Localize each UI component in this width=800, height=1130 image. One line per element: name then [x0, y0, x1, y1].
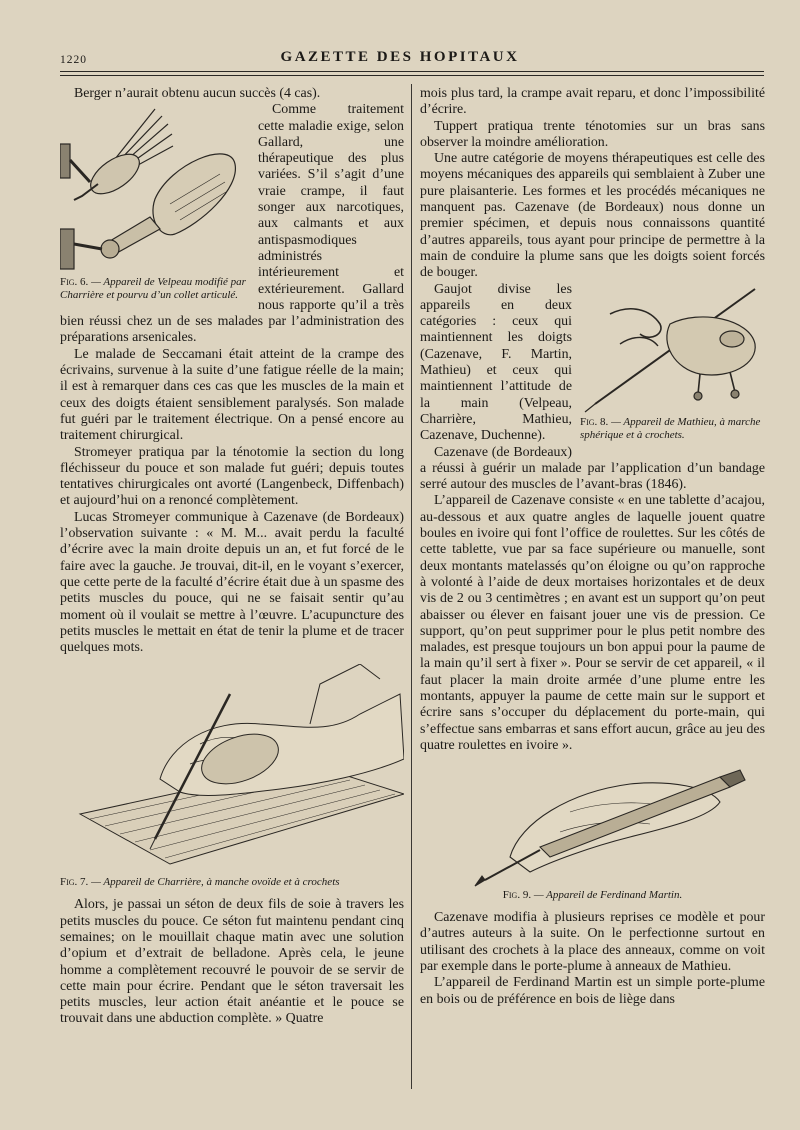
- figure-number: Fig. 6.: [60, 276, 89, 289]
- figure-caption: — Appareil de Velpeau modifié par Charrière et pourvu d’un collet articulé.: [60, 276, 246, 302]
- paragraph: Une autre catégorie de moyens thérapeutiques est celle des moyens mécaniques des appareils qui semblaient à Zuber une pure plaisanterie. Les formes et les procédés mécaniques ne manquent pas. Cazenave (de Bordeaux) nous donne un premier spécimen, et depuis nous connaissons quantité d’autres appareils, tous ayant pour principe de permettre à la main de conduire la plume sans que les doigts soient forcés de bouger.: [420, 151, 765, 281]
- figure-7: [60, 664, 404, 889]
- ferdinand-martin-apparatus-illustration: [420, 762, 765, 887]
- mathieu-apparatus-illustration: [580, 284, 765, 414]
- paragraph: Alors, je passai un séton de deux fils de soie à travers les petits muscles du pouce. Ce séton fut maintenu pendant cinq semaines; on le mouillait chaque matin avec une solution d’opium et d’extrait de belladone. Après cela, le jeune homme a complètement recouvré le pouvoir de se servir de cette main pour écrire. Pendant que le séton traversait les petits muscles, leur action était anéantie et le pouce se trouvait dans une abduction complète. » Quatre: [60, 897, 404, 1027]
- paragraph: Gaujot divise les appareils en deux catégories : ceux qui maintiennent les doigts (Cazenave, F. Martin, Mathieu) et ceux qui maintiennent l’attitude de la main (Velpeau, Charrière, Mathieu, Cazenave, Duchenne).: [420, 281, 572, 444]
- figure-caption: — Appareil de Ferdinand Martin.: [531, 889, 683, 902]
- paragraph: Stromeyer pratiqua par la ténotomie la section du long fléchisseur du pouce et son malade fut guéri; depuis toutes tentatives chirurgicales ont avorté (Langenbeck, Diffenbach) et aujourd’hui on a renoncé complètement.: [60, 444, 404, 509]
- figure-number: Fig. 8.: [580, 415, 609, 428]
- paragraph: Le malade de Seccamani était atteint de la crampe des écrivains, survenue à la suite d’une fatigue réelle de la main; il est à remarquer dans ces cas que les muscles de la main et ceux des doigts étaient sensiblement paralysés. Son malade fut guéri par le traitement électrique. On a pensé encore au traitement chirurgical.: [60, 346, 404, 444]
- paragraph: mois plus tard, la crampe avait reparu, et donc l’impossibilité d’écrire.: [420, 86, 765, 118]
- paragraph: Berger n’aurait obtenu aucun succès (4 cas).: [74, 86, 321, 101]
- right-column: [420, 86, 765, 1008]
- paragraph: Cazenave (de Bordeaux) a réussi à guérir un malade par l’application d’un bandage serré autour des muscles de l’avant-bras (1846).: [420, 444, 765, 493]
- figure-number: Fig. 7.: [60, 876, 89, 889]
- paragraph: L’appareil de Ferdinand Martin est un simple porte-plume en bois ou de préférence en bois de liège dans: [420, 975, 765, 1007]
- journal-title: GAZETTE DES HOPITAUX: [280, 49, 520, 65]
- charriere-apparatus-illustration: [60, 664, 404, 874]
- paragraph: Tuppert pratiqua trente ténotomies sur un bras sans observer la moindre amélioration.: [420, 118, 765, 150]
- header-rule-thin: [60, 75, 764, 76]
- figure-9: [420, 762, 765, 902]
- figure-number: Fig. 9.: [502, 889, 532, 902]
- paragraph: Comme traitement cette maladie exige, selon Gallard, une thérapeutique des plus variées. S’il s’agit d’une vraie crampe, il faut songer aux narcotiques, aux calmants et aux antispasmodiques administrés intérieurement et extérieurement. Gallard nous rapporte qu’il a très bien réussi chez un de ses malades par l’administration des préparations arsenicales.: [60, 102, 404, 346]
- figure-8: [580, 284, 765, 442]
- header-rule: [60, 71, 764, 72]
- velpeau-apparatus-illustration: [60, 104, 250, 274]
- paragraph: Cazenave modifia à plusieurs reprises ce modèle et pour d’autres auteurs à la suite. On le perfectionne surtout en utilisant des crochets à la place des anneaux, comme on voit par exemple dans le porte-plume à anneaux de Mathieu.: [420, 910, 765, 975]
- paragraph: Lucas Stromeyer communique à Cazenave (de Bordeaux) l’observation suivante : « M. M... avait perdu la faculté d’écrire avec la main droite depuis un an, et fut forcé de le faire avec la gauche. Je trouvai, dit-il, en le voyant s’exercer, que cette perte de la faculté d’écrire était due à un spasme des petits muscles du pouce, qui ne se faisait sentir qu’au moment où il voulait se mettre à l’œuvre. L’acupuncture des petits muscles le mettait en état de tenir la plume et de tracer quelques mots.: [60, 509, 404, 656]
- column-divider: [411, 84, 412, 1089]
- figure-caption: — Appareil de Mathieu, à marche sphérique et à crochets.: [580, 415, 761, 441]
- figure-caption: — Appareil de Charrière, à manche ovoïde et à crochets: [88, 876, 340, 889]
- paragraph: L’appareil de Cazenave consiste « en une tablette d’acajou, au-dessous et aux quatre angles de laquelle jouent quatre boules en ivoire qui font l’office de roulettes. Sur les côtés de cette tablette, vue par sa face supérieure ou manuelle, sont deux montants matelassés qu’on éloigne ou qu’on rapproche à volonté à l’aide de deux mortaises horizontales et de deux vis de 2 ou 3 centimètres ; en avant est un support qu’on peut abaisser ou élever en faisant jouer une vis de pression. Ce support, qu’on peut supprimer pour le plus petit nombre des malades, est presque toujours un bon appui pour la paume de la main qu’il sert à fixer ». Pour se servir de cet appareil, « il faut placer la main droite armée d’une plume entre les montants, appuyer la paume de cette main sur le support et écrire sans s’occuper du déplacement du porte-main, qui s’effectue sans embarras et sans effort aucun, grâce au jeu des quatre roulettes en ivoire ».: [420, 493, 765, 753]
- page-number: 1220: [60, 54, 87, 66]
- left-column: [60, 86, 404, 1028]
- figure-6: [60, 104, 250, 302]
